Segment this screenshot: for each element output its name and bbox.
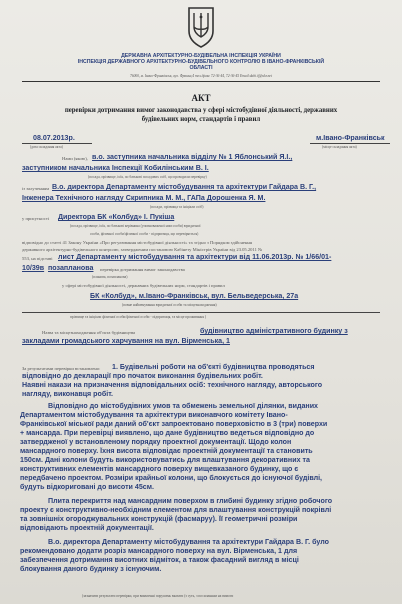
presence-line-2: Інженера Технічного нагляду Скрипника М. М., ГАПа Дорошенка Я. М. — [22, 194, 266, 202]
basis-line-5: у сфері містобудівної діяльності, державних будівельних норм, стандартів і правил — [62, 283, 225, 288]
object-caption: (повне найменування юридичної особи та місцезнаходження) — [122, 303, 217, 307]
finding-1d: нагляду, виконавця робіт. — [22, 390, 114, 398]
org-line-3: ОБЛАСТІ — [189, 65, 213, 71]
text-line: мансардного поверху. Їхня висота відповідає проектній документації та становить — [20, 447, 313, 455]
header-rule — [22, 81, 380, 82]
object-rule — [22, 312, 380, 313]
coat-of-arms-icon — [186, 5, 216, 49]
finding-1a: 1. Будівельні роботи на об'єкті будівництва проводяться — [112, 363, 315, 371]
basis-caption: (планова, позапланова) — [92, 275, 128, 279]
director-name: Директора БК «Колбуд» І. Пукіша — [58, 213, 175, 221]
finding-paragraph-4 — [20, 538, 385, 574]
findings-intro: За результатами перевірки встановлено: — [22, 366, 101, 371]
finding-paragraph-3 — [20, 497, 385, 533]
act-subtitle-2: будівельних норм, стандартів і правил — [141, 116, 261, 123]
org-address: 76000, м. Івано-Франківськ, вул. Франка,4 тел./факс 72-36-44, 72-36-45 Email:dabi.if@ukr.net — [129, 74, 273, 78]
org-line-2: ІНСПЕКЦІЯ ДЕРЖАВНОГО АРХІТЕКТУРНО-БУДІВЕЛЬНОГО КОНТРОЛЮ В ІВАНО-ФРАНКІВСЬКІЙ — [77, 59, 325, 65]
site-prefix: Назва та місцезнаходження об'єкта будівництва — [42, 330, 136, 335]
text-line: та зовнішніх огороджувальних конструкцій (фасмаруу). Її геометричні розміри — [20, 515, 298, 523]
inspection-type: позапланова — [48, 264, 94, 272]
text-line: Плита перекриття над мансардним поверхом в глибині будинку згідно робочого — [48, 497, 333, 505]
text-line: Відповідно до містобудівних умов та обмежень земельної ділянки, виданих — [48, 402, 318, 410]
presence-caption: (посади, прізвища та ініціали осіб) — [150, 205, 204, 209]
text-line: рекомендовано додати розріз мансардного поверху на вул. Вірменська, 1 для — [20, 547, 298, 555]
org-line-1: ДЕРЖАВНА АРХІТЕКТУРНО-БУДІВЕЛЬНА ІНСПЕКЦІЯ УКРАЇНИ — [121, 53, 281, 59]
act-subtitle-1: перевірки дотримання вимог законодавства у сфері містобудівної діяльності, державних — [64, 107, 338, 114]
basis-line-2: державного архітектурно-будівельного контролю, затвердженим постановою Кабінету Міністрів України від 23.05.2011 № — [22, 247, 263, 252]
basis-line-1: відповідно до статті 41 Закону України «Про регулювання містобудівної діяльності» та згідно з Порядком здійснення — [22, 240, 253, 245]
act-title: АКТ — [191, 93, 211, 103]
text-line: Департаментом містобудування та архітектури виконавчого комітету Івано- — [20, 411, 288, 419]
basis-line-3-prefix: 553, на підставі — [22, 256, 53, 261]
presence-line-1: В.о. директора Департаменту містобудування та архітектури Гайдара В. Г., — [52, 183, 317, 191]
basis-line-4-suffix: перевірка дотримання вимог законодавства — [100, 267, 185, 272]
name-prefix: Нами (якою), — [62, 156, 88, 161]
act-place: м.Івано-Франківськ — [316, 134, 385, 142]
text-line: Франківської міської ради даний об'єкт запроектовано поверховістю в 3 (три) поверхи — [20, 420, 328, 428]
basis-letter: лист Департаменту містобудування та архітектури від 11.06.2013р. № 1/66/01- — [58, 253, 332, 261]
site-value-2: закладами громадського харчування на вул. Вірменська, 1 — [22, 337, 230, 345]
text-line: забезпечення дотримання висотних відміток, а також фасадний вигляд в місці — [20, 556, 299, 564]
object-caption-2: прізвище та ініціали фізичної особи/фізичної особи - підприємця, та місце проживання ) — [70, 315, 207, 319]
object-name: БК «Колбуд», м.Івано-Франківськ, вул. Бельведерська, 27а — [90, 292, 299, 300]
finding-1b: відповідно до декларації про початок виконання будівельних робіт. — [22, 372, 263, 380]
site-value-1: будівництво адміністративного будинку з — [200, 327, 348, 335]
text-line: відповідають проектній документації. — [20, 524, 154, 532]
date-caption: (дата складання акта) — [30, 145, 63, 149]
text-line: конструктивних елементів мансардного поверху вищевказаного будинку, що є — [20, 465, 299, 473]
place-rule — [310, 143, 390, 144]
act-date: 08.07.2013р. — [33, 134, 75, 142]
text-line: передбачено проектом. Розміри крайньої колони, що блокується до існуючої будівлі, — [20, 474, 323, 482]
place-caption: (місце складання акта) — [322, 145, 357, 149]
text-line: блокування даного будинку з існуючим. — [20, 565, 162, 573]
text-line: затвердженої у встановленому порядку проектної документації. Щодо колон — [20, 438, 292, 446]
director-caption-2: особи, фізичної особи/фізичної особи - підприємця, що перевіряється) — [90, 232, 199, 236]
director-caption: (посада, прізвище, ім'я, по батькові керівника (уповноваженої ним особи) юридичної — [70, 224, 201, 228]
basis-letter-number: 10/39в — [22, 264, 45, 272]
finding-paragraph-2 — [20, 402, 385, 492]
text-line: В.о. директора Департаменту містобудування та архітектури Гайдара В. Г. було — [48, 538, 329, 546]
text-line: будуть відкориговані до висоти 45см. — [20, 483, 154, 491]
finding-1c: Наявні накази на призначення відповідальних осіб: технічного нагляду, авторського — [22, 381, 323, 389]
text-line: + мансарда. При перевірці виявлено, що дане будівництво ведеться відповідно до — [20, 429, 315, 437]
text-line: проекту є конструктивно-необхідним елементом для влаштування конструкцій покрівлі — [20, 506, 332, 514]
text-line: 150см. Дані колони будуть використовуватись для влаштування декоративних та — [20, 456, 310, 464]
date-rule — [22, 143, 92, 144]
inspector-1: в.о. заступника начальника відділу № 1 Яблонський Я.І., — [92, 153, 293, 161]
footnote: (зазначити результати перевірки, при виявленні порушень вказати (з суть, з посиланням на вимоги — [82, 594, 234, 598]
inspector-2: заступником начальника Інспекції Кобилінським В. І. — [22, 164, 209, 172]
director-prefix: у присутності — [22, 216, 50, 221]
inspector-caption: (посада, прізвище, ім'я, по батькові посадових осіб, що проводили перевірку) — [88, 175, 207, 179]
presence-prefix: із залученням — [22, 186, 50, 191]
